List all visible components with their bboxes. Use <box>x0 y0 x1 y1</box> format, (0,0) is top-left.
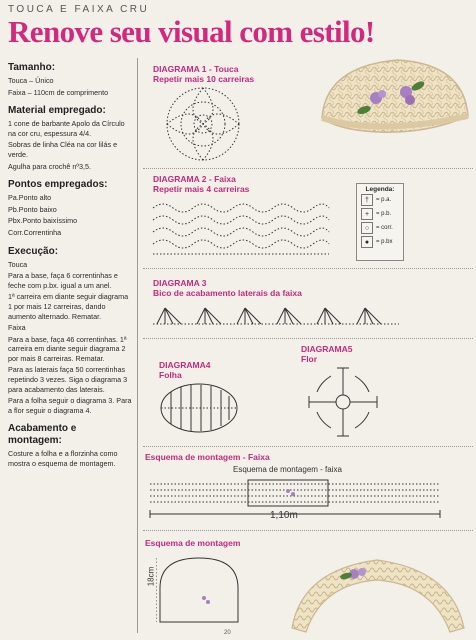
diagram4-title: DIAGRAMA4 <box>159 360 211 370</box>
legend-row: ● = p.bx <box>357 235 403 249</box>
p-b-symbol-icon: + <box>361 208 373 220</box>
diagram3-title: DIAGRAMA 3 <box>153 278 207 288</box>
corr-symbol-icon: ○ <box>361 222 373 234</box>
diagram4-sub: Folha <box>159 370 182 380</box>
legend-row: ○ = corr. <box>357 221 403 235</box>
esquema-faixa-title: Esquema de montagem - Faixa <box>145 452 270 462</box>
diagram3-sub: Bico de acabamento laterais da faixa <box>153 288 302 298</box>
touca-height: 18cm <box>146 566 156 587</box>
diagram4-chart <box>157 378 241 438</box>
tamanho-heading: Tamanho: <box>8 62 56 73</box>
diagram2-sub: Repetir mais 4 carreiras <box>153 184 250 194</box>
material-line: 1 cone de barbante Apolo da Círculo na cor cru, espessura 4/4. <box>8 119 125 138</box>
diagram2-panel <box>143 168 473 269</box>
execucao-heading: Execução: <box>8 245 59 257</box>
diagram1-title: DIAGRAMA 1 - Touca <box>153 64 239 74</box>
tamanho-line: Faixa – 110cm de comprimento <box>8 87 109 97</box>
diagram3-chart <box>151 302 401 330</box>
execucao-line: Faixa <box>8 323 26 333</box>
p-a-symbol-icon: † <box>361 194 373 206</box>
page-number: 20 <box>224 630 231 636</box>
headband-photo <box>282 550 472 635</box>
diagram5-sub: Flor <box>301 354 318 364</box>
page-title: Renove seu visual com estilo! <box>8 14 375 49</box>
diagram1-chart <box>153 82 253 166</box>
material-line: Sobras de linha Cléa na cor lilás e verde. <box>8 140 118 159</box>
faixa-length: 1,10m <box>270 510 298 521</box>
acabamento-line: Costure a folha e a florzinha como mostra o esquema de montagem. <box>8 449 118 469</box>
diagram45-panel <box>143 338 473 447</box>
diagram1-sub: Repetir mais 10 carreiras <box>153 74 255 84</box>
execucao-line: Para a base, faça 6 correntinhas e feche com p.bx. igual a um anel. <box>8 271 118 290</box>
execucao-line: Para a folha seguir o diagrama 3. Para a flor seguir o diagrama 4. <box>8 396 132 415</box>
pontos-line: Pa.Ponto alto <box>8 193 52 203</box>
esquema-faixa-inner-title: Esquema de montagem - faixa <box>233 465 342 474</box>
execucao-line: Touca <box>8 259 28 269</box>
diagram3-panel <box>143 268 473 339</box>
acabamento-heading: Acabamento e montagem: <box>8 423 77 447</box>
pontos-line: Pb.Ponto baixo <box>8 204 57 214</box>
pontos-heading: Pontos empregados: <box>8 179 108 191</box>
p-bx-symbol-icon: ● <box>361 236 373 248</box>
diagram5-title: DIAGRAMA5 <box>301 344 353 354</box>
esquema-touca-drawing <box>156 554 242 626</box>
legend-row: † = p.a. <box>357 193 403 207</box>
execucao-line: Para as laterais faça 50 correntinhas repetindo 3 vezes. Siga o diagrama 3 para acabamento das laterais. <box>8 365 128 394</box>
instructions-column <box>8 62 133 471</box>
tamanho-line: Touca – Único <box>8 76 54 85</box>
pontos-line: Corr.Correntinha <box>8 227 62 237</box>
execucao-line: 1ª carreira em diante seguir diagrama 1 por mais 12 carreiras, dando aumento alternado. Rematar. <box>8 292 129 321</box>
diagram5-chart <box>303 364 383 440</box>
execucao-line: Para a base, faça 46 correntinhas. 1ª carreira em diante seguir diagrama 2 por mais 8 carreiras. Rematar. <box>8 334 127 363</box>
diagram2-title: DIAGRAMA 2 - Faixa <box>153 174 236 184</box>
material-line: Agulha para crochê nº3,5. <box>8 161 91 171</box>
diagram2-chart <box>151 198 331 260</box>
legend-box <box>356 183 404 261</box>
material-heading: Material empregado: <box>8 105 106 117</box>
pontos-line: Pbx.Ponto baixíssimo <box>8 216 78 226</box>
legend-title: Legenda: <box>365 186 395 193</box>
column-divider <box>137 58 138 633</box>
diagram1-panel <box>143 60 473 169</box>
page-header: TOUCA E FAIXA CRU <box>8 4 150 15</box>
esquema-touca-title: Esquema de montagem <box>145 538 241 548</box>
legend-row: + = p.b. <box>357 207 403 221</box>
